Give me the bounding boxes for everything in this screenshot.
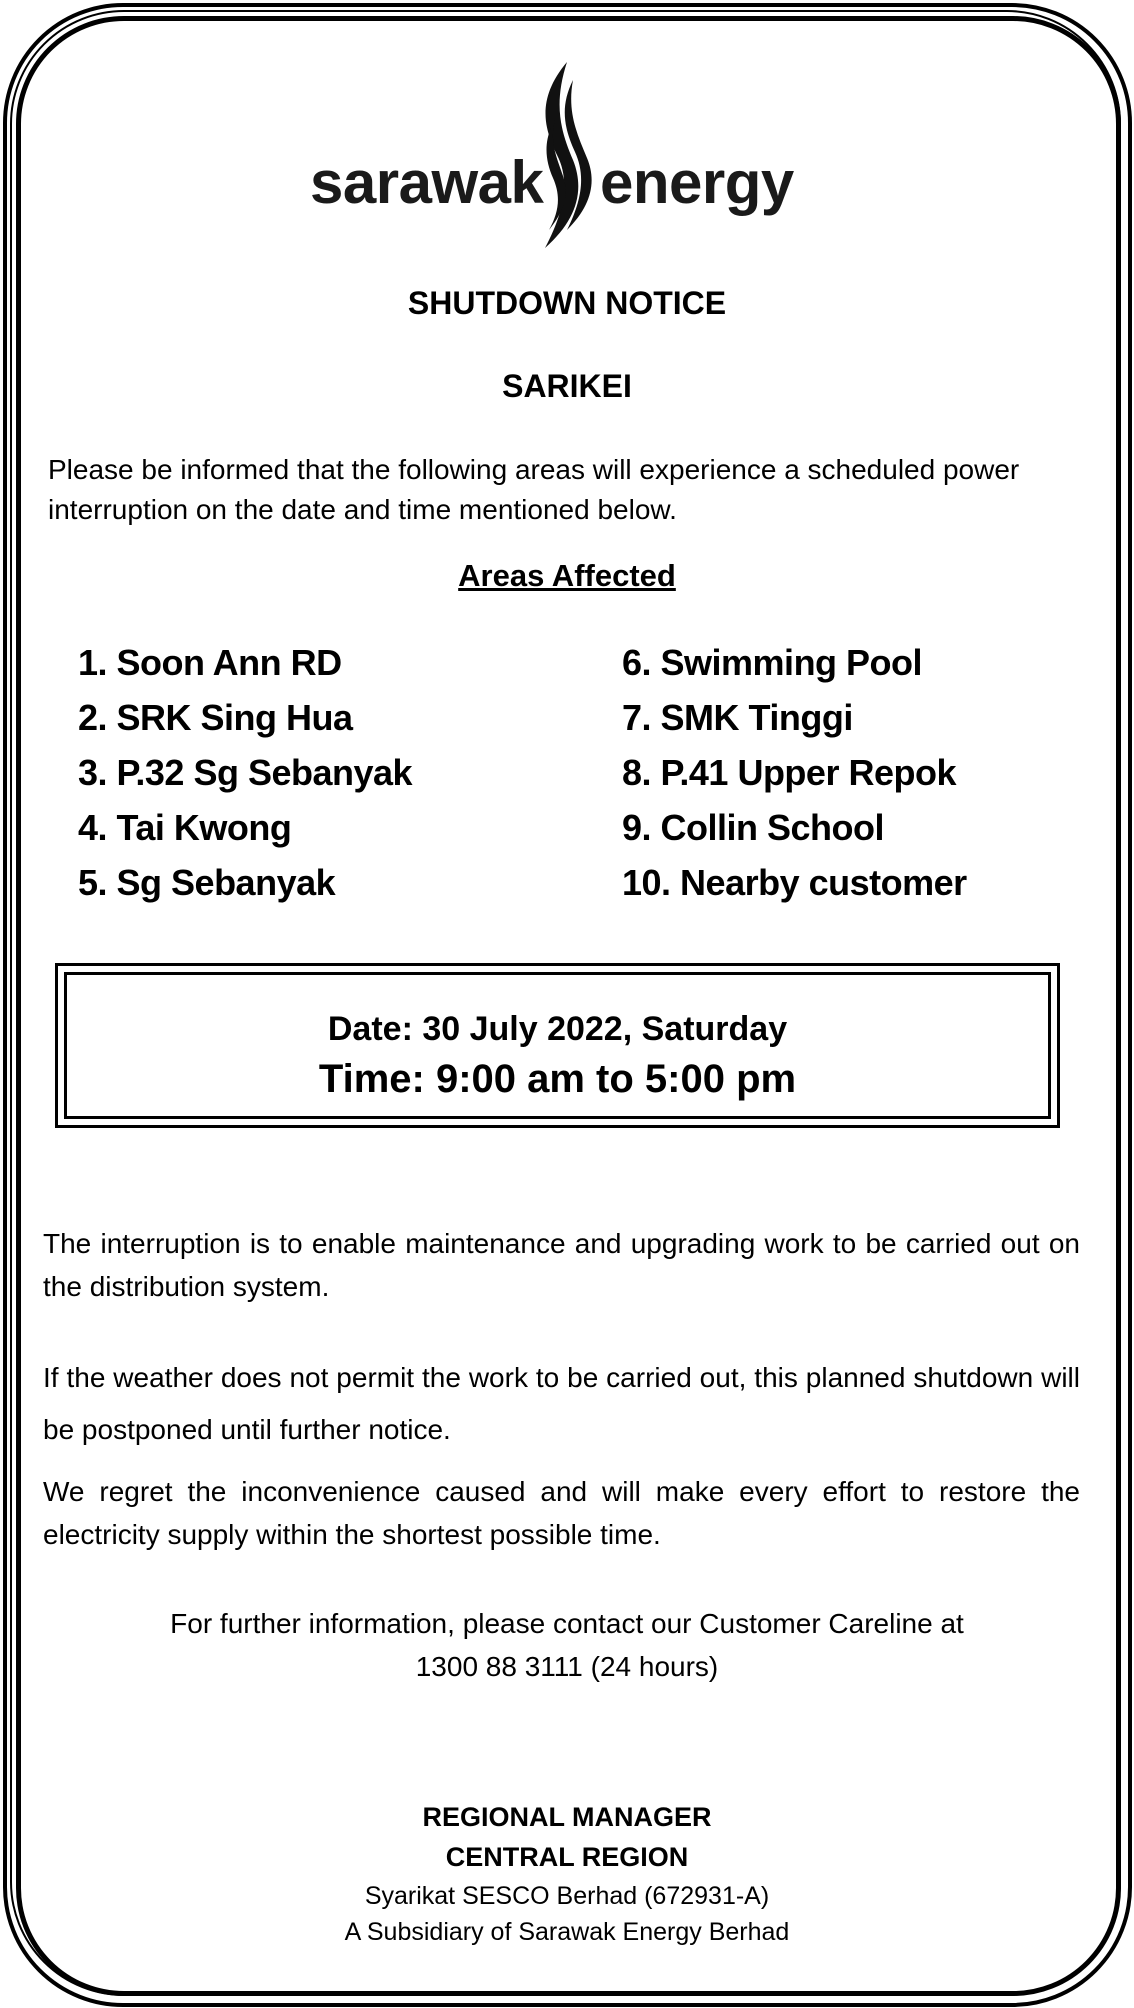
schedule-box-inner (64, 972, 1051, 1119)
signoff-region: CENTRAL REGION (445, 1842, 689, 1872)
area-item: 1. Soon Ann RD (78, 642, 342, 683)
logo-word-energy: energy (600, 149, 794, 216)
weather-paragraph: If the weather does not permit the work to be carried out, this planned shutdown will be postponed until further notice. (43, 1362, 1080, 1445)
flame-icon (515, 60, 605, 250)
areas-list-right (622, 635, 967, 910)
areas-affected-heading: Areas Affected (458, 558, 676, 593)
company-name: Syarikat SESCO Berhad (672931-A) (364, 1882, 770, 1910)
careline-number: 1300 88 3111 (24 hours) (415, 1651, 719, 1682)
area-item: 4. Tai Kwong (78, 807, 292, 848)
signoff-title: REGIONAL MANAGER (422, 1802, 712, 1832)
area-item: 3. P.32 Sg Sebanyak (78, 752, 413, 793)
notice-title: SHUTDOWN NOTICE (407, 285, 727, 321)
logo-word-sarawak: sarawak (310, 149, 544, 216)
reason-paragraph: The interruption is to enable maintenance and upgrading work to be carried out on the distribution system. (43, 1228, 1080, 1302)
contact-line: For further information, please contact our Customer Careline at (170, 1608, 964, 1639)
sarawak-energy-logo (0, 60, 1134, 250)
apology-paragraph: We regret the inconvenience caused and will make every effort to restore the electricity supply within the shortest possible time. (43, 1476, 1080, 1550)
areas-list-left (78, 635, 412, 910)
schedule-date: Date: 30 July 2022, Saturday (327, 1010, 788, 1048)
schedule-box (55, 963, 1060, 1128)
schedule-time: Time: 9:00 am to 5:00 pm (318, 1057, 797, 1101)
area-item: 2. SRK Sing Hua (78, 697, 353, 738)
area-item: 7. SMK Tinggi (622, 697, 853, 738)
area-item: 10. Nearby customer (622, 862, 967, 903)
area-item: 8. P.41 Upper Repok (622, 752, 956, 793)
area-item: 9. Collin School (622, 807, 885, 848)
company-subsidiary: A Subsidiary of Sarawak Energy Berhad (344, 1918, 790, 1946)
notice-location: SARIKEI (502, 368, 632, 404)
area-item: 6. Swimming Pool (622, 642, 923, 683)
intro-paragraph: Please be informed that the following areas will experience a scheduled power interruption on the date and time mentioned below. (48, 454, 1020, 525)
area-item: 5. Sg Sebanyak (78, 862, 336, 903)
contact-info (0, 1602, 1134, 1688)
